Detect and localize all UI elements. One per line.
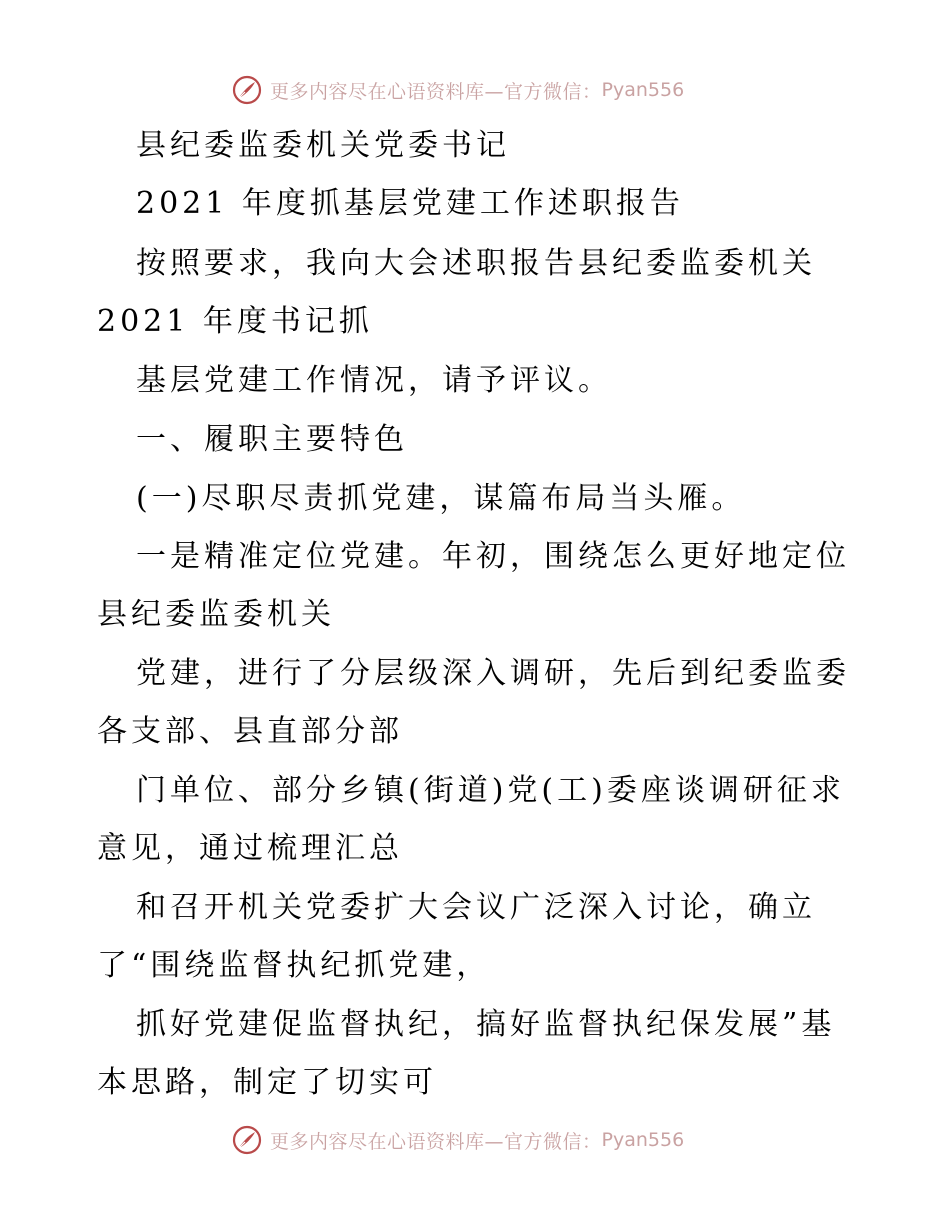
paragraph-line: 基层党建工作情况，请予评议。 — [136, 363, 612, 398]
paragraph-line: 本思路，制定了切实可 — [97, 1065, 437, 1100]
section-heading: 一、履职主要特色 — [136, 422, 408, 457]
paragraph-line: 县纪委监委机关 — [97, 597, 335, 632]
title-line-1: 县纪委监委机关党委书记 — [136, 128, 510, 163]
paragraph-line: 意见，通过梳理汇总 — [97, 831, 403, 866]
subsection-heading: (一)尽职尽责抓党建，谋篇布局当头雁。 — [136, 481, 746, 516]
paragraph-line: 按照要求，我向大会述职报告县纪委监委机关 — [136, 246, 816, 281]
paragraph-line: 了“围绕监督执纪抓党建， — [97, 948, 491, 983]
watermark-text: 更多内容尽在心语资料库—官方微信： — [270, 1130, 602, 1153]
paragraph-line: 一是精准定位党建。年初，围绕怎么更好地定位 — [136, 539, 850, 574]
paragraph-line: 2021 年度书记抓 — [97, 304, 373, 339]
watermark-wechat-id: Pyan556 — [601, 79, 685, 101]
paragraph-line: 抓好党建促监督执纪，搞好监督执纪保发展”基 — [136, 1007, 836, 1042]
title-line-2: 2021 年度抓基层党建工作述职报告 — [136, 186, 684, 221]
paragraph-line: 门单位、部分乡镇(街道)党(工)委座谈调研征求 — [136, 773, 845, 808]
quill-logo-icon — [232, 1125, 262, 1155]
paragraph-line: 党建，进行了分层级深入调研，先后到纪委监委 — [136, 656, 850, 691]
paragraph-line: 各支部、县直部分部 — [97, 714, 403, 749]
watermark-wechat-id: Pyan556 — [601, 1129, 685, 1151]
footer-watermark — [232, 1122, 684, 1158]
paragraph-line: 和召开机关党委扩大会议广泛深入讨论，确立 — [136, 890, 816, 925]
watermark-text: 更多内容尽在心语资料库—官方微信： — [270, 80, 602, 103]
